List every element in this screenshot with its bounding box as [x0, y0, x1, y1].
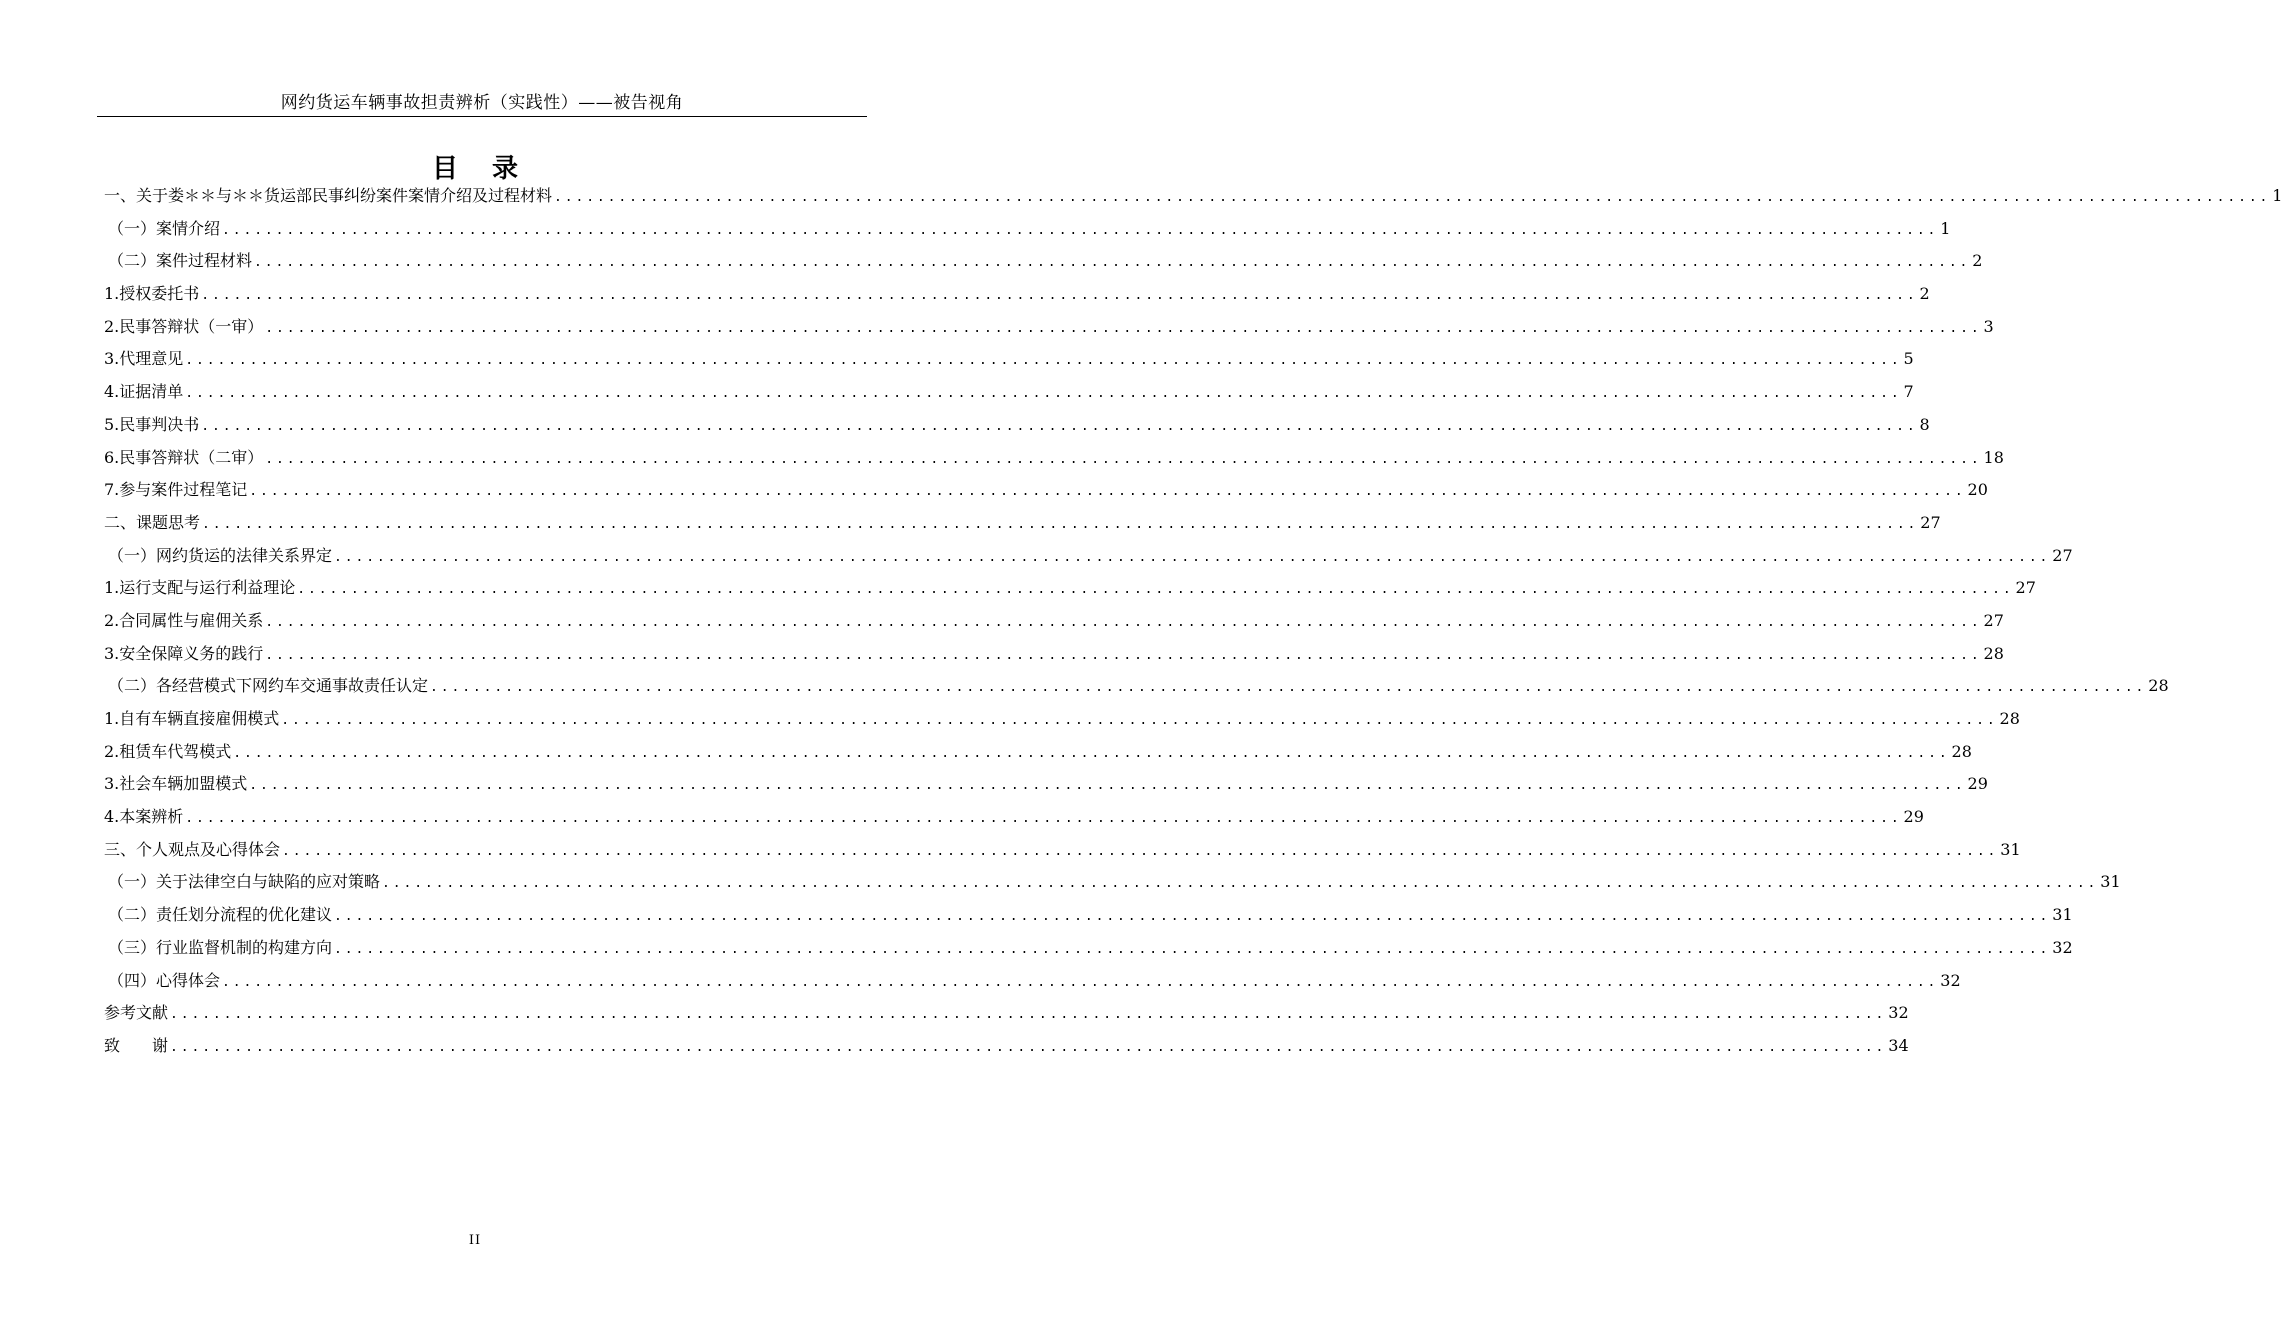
toc-dot-leader: ................................................................................................................................................................ — [254, 255, 1971, 271]
toc-dot-leader: ................................................................................................................................................................ — [334, 909, 2051, 925]
toc-entry-label: 一、关于娄＊＊与＊＊货运部民事纠纷案件案情介绍及过程材料 — [104, 186, 553, 205]
toc-entry-label: （二）责任划分流程的优化建议 — [108, 905, 333, 925]
toc-entry[interactable] — [104, 446, 2004, 479]
toc-entry[interactable] — [104, 249, 1983, 282]
toc-entry[interactable] — [104, 1034, 1909, 1067]
toc-entry[interactable] — [104, 544, 2073, 577]
toc-entry-label: 1.运行支配与运行利益理论 — [104, 578, 296, 598]
toc-dot-leader: ................................................................................................................................................................ — [185, 811, 1902, 827]
toc-entry-page: 31 — [2100, 872, 2121, 892]
toc-entry-label: 2.租赁车代驾模式 — [104, 741, 232, 761]
toc-entry-page: 20 — [1967, 480, 1988, 500]
toc-entry-label: （一）关于法律空白与缺陷的应对策略 — [108, 872, 381, 892]
toc-dot-leader: ................................................................................................................................................................ — [265, 320, 1982, 336]
toc-dot-leader: ................................................................................................................................................................ — [201, 288, 1918, 304]
toc-entry-label: 3.代理意见 — [104, 349, 184, 369]
toc-dot-leader: ................................................................................................................................................................ — [185, 386, 1902, 402]
toc-entry[interactable] — [104, 674, 2169, 707]
toc-entry[interactable] — [104, 217, 1951, 250]
toc-entry-page: 28 — [1983, 643, 2004, 663]
toc-dot-leader: ................................................................................................................................................................ — [249, 484, 1966, 500]
toc-entry-label: （一）网约货运的法律关系界定 — [108, 545, 333, 565]
toc-entry-label: （三）行业监督机制的构建方向 — [108, 937, 333, 957]
toc-entry-label: 2.民事答辩状（一审） — [104, 316, 264, 336]
toc-dot-leader: ................................................................................................................................................................ — [202, 516, 1919, 532]
toc-entry-label: 7.参与案件过程笔记 — [104, 480, 248, 500]
toc-entry-page: 32 — [2052, 937, 2073, 957]
toc-dot-leader: ................................................................................................................................................................ — [265, 614, 1982, 630]
toc-entry-page: 7 — [1903, 382, 1914, 402]
toc-entry[interactable] — [104, 184, 2282, 217]
toc-entry[interactable] — [104, 642, 2004, 675]
toc-entry-label: 6.民事答辩状（二审） — [104, 447, 264, 467]
running-header — [97, 90, 867, 117]
toc-entry-page: 31 — [2052, 905, 2073, 925]
toc-entry-label: （二）各经营模式下网约车交通事故责任认定 — [108, 676, 429, 696]
toc-entry-page: 32 — [1940, 970, 1961, 990]
toc-dot-leader: ................................................................................................................................................................ — [265, 647, 1982, 663]
toc-entry[interactable] — [104, 805, 1924, 838]
toc-entry-page: 28 — [1999, 709, 2020, 728]
toc-entry-page: 3 — [1983, 316, 1994, 336]
toc-dot-leader: ................................................................................................................................................................ — [554, 190, 2271, 205]
toc-entry[interactable] — [104, 969, 1961, 1002]
toc-dot-leader: ................................................................................................................................................................ — [281, 713, 1998, 728]
toc-entry-page: 27 — [1983, 610, 2004, 630]
toc-dot-leader: ................................................................................................................................................................ — [170, 1007, 1887, 1023]
toc-dot-leader: ................................................................................................................................................................ — [185, 353, 1902, 369]
toc-entry-page: 2 — [1919, 284, 1930, 304]
toc-dot-leader: ................................................................................................................................................................ — [222, 222, 1939, 238]
toc-entry-label: （二）案件过程材料 — [108, 251, 253, 271]
toc-entry-page: 2 — [1972, 251, 1983, 271]
toc-entry-page: 8 — [1919, 414, 1930, 434]
toc-entry[interactable] — [104, 478, 1988, 511]
toc-dot-leader: ................................................................................................................................................................ — [249, 778, 1966, 794]
toc-dot-leader: ................................................................................................................................................................ — [201, 418, 1918, 434]
toc-entry-page: 29 — [1967, 774, 1988, 794]
toc-entry-label: 3.安全保障义务的践行 — [104, 643, 264, 663]
toc-dot-leader: ................................................................................................................................................................ — [233, 745, 1950, 761]
toc-entry[interactable] — [104, 282, 1930, 315]
toc-entry-label: 4.本案辨析 — [104, 807, 184, 827]
toc-dot-leader: ................................................................................................................................................................ — [222, 974, 1939, 990]
toc-dot-leader: ................................................................................................................................................................ — [282, 843, 1999, 859]
toc-entry-page: 27 — [2052, 545, 2073, 565]
toc-entry-page: 18 — [1983, 447, 2004, 467]
toc-entry[interactable] — [104, 347, 1914, 380]
toc-entry-page: 5 — [1903, 349, 1914, 369]
page-number: II — [468, 1233, 482, 1248]
toc-dot-leader: ................................................................................................................................................................ — [265, 451, 1982, 467]
table-of-contents — [104, 184, 2282, 1067]
toc-entry-page: 29 — [1903, 807, 1924, 827]
toc-entry-label: 4.证据清单 — [104, 382, 184, 402]
toc-entry[interactable] — [104, 772, 1988, 805]
toc-entry[interactable] — [104, 511, 1941, 544]
toc-entry[interactable] — [104, 870, 2121, 903]
toc-entry-label: 2.合同属性与雇佣关系 — [104, 610, 264, 630]
toc-entry-page: 1 — [1940, 218, 1951, 238]
toc-entry-label: 3.社会车辆加盟模式 — [104, 774, 248, 794]
toc-entry-label: 参考文献 — [104, 1003, 169, 1023]
toc-dot-leader: ................................................................................................................................................................ — [297, 582, 2014, 598]
toc-heading: 目录 — [431, 154, 552, 184]
toc-entry[interactable] — [104, 707, 2020, 740]
toc-entry[interactable] — [104, 380, 1914, 413]
toc-entry-label: 二、课题思考 — [104, 512, 201, 532]
toc-entry[interactable] — [104, 903, 2073, 936]
toc-entry[interactable] — [104, 576, 2036, 609]
toc-entry[interactable] — [104, 936, 2073, 969]
toc-entry-page: 28 — [1951, 741, 1972, 761]
toc-entry-label: （四）心得体会 — [108, 970, 221, 990]
toc-entry-page: 32 — [1888, 1003, 1909, 1023]
toc-entry[interactable] — [104, 609, 2004, 642]
toc-entry[interactable] — [104, 413, 1930, 446]
toc-dot-leader: ................................................................................................................................................................ — [334, 941, 2051, 957]
toc-dot-leader: ................................................................................................................................................................ — [170, 1039, 1887, 1055]
toc-entry[interactable] — [104, 740, 1972, 773]
toc-entry-label: 1.授权委托书 — [104, 284, 200, 304]
toc-entry-page: 31 — [2000, 839, 2021, 859]
toc-dot-leader: ................................................................................................................................................................ — [334, 549, 2051, 565]
toc-entry-page: 27 — [1920, 512, 1941, 532]
toc-entry-page: 34 — [1888, 1035, 1909, 1055]
header-title: 网约货运车辆事故担责辨析（实践性）——被告视角 — [280, 93, 684, 113]
toc-entry[interactable] — [104, 315, 1994, 348]
toc-dot-leader: ................................................................................................................................................................ — [382, 876, 2099, 892]
toc-entry-page: 1 — [2272, 186, 2282, 205]
toc-dot-leader: ................................................................................................................................................................ — [430, 680, 2147, 696]
toc-entry-label: 1.自有车辆直接雇佣模式 — [104, 709, 280, 728]
toc-entry-label: 5.民事判决书 — [104, 414, 200, 434]
toc-entry-page: 27 — [2015, 578, 2036, 598]
toc-entry[interactable] — [104, 838, 2021, 871]
toc-entry-page: 28 — [2148, 676, 2169, 696]
toc-entry-label: （一）案情介绍 — [108, 218, 221, 238]
toc-entry[interactable] — [104, 1001, 1909, 1034]
toc-entry-label: 致 谢 — [104, 1035, 169, 1055]
toc-entry-label: 三、个人观点及心得体会 — [104, 839, 281, 859]
